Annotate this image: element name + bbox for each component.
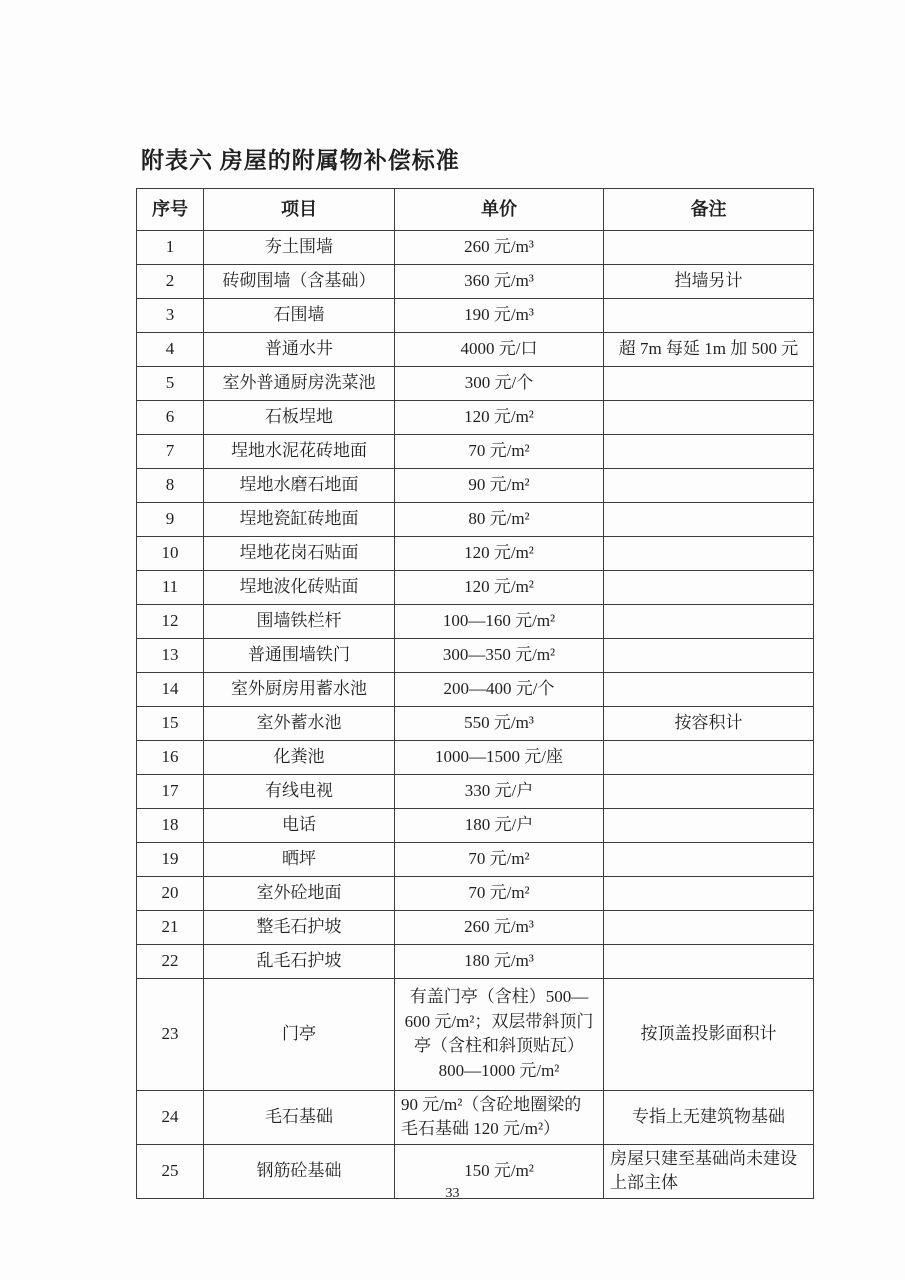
cell-price: 360 元/m³	[395, 265, 604, 299]
cell-price: 120 元/m²	[395, 401, 604, 435]
cell-no: 11	[137, 571, 204, 605]
cell-item: 室外普通厨房洗菜池	[204, 367, 395, 401]
cell-no: 2	[137, 265, 204, 299]
page-title: 附表六 房屋的附属物补偿标准	[141, 148, 460, 173]
cell-no: 17	[137, 775, 204, 809]
table-body	[137, 231, 814, 1199]
cell-no: 10	[137, 537, 204, 571]
cell-price: 200—400 元/个	[395, 673, 604, 707]
header-row	[137, 189, 814, 231]
cell-no: 13	[137, 639, 204, 673]
cell-item: 埕地波化砖贴面	[204, 571, 395, 605]
table-row	[137, 469, 814, 503]
cell-note	[604, 843, 814, 877]
table-row	[137, 265, 814, 299]
cell-note: 超 7m 每延 1m 加 500 元	[604, 333, 814, 367]
table-header	[137, 189, 814, 231]
cell-no: 7	[137, 435, 204, 469]
column-header-item: 项目	[204, 189, 395, 231]
cell-price: 70 元/m²	[395, 435, 604, 469]
cell-item: 门亭	[204, 979, 395, 1091]
cell-no: 15	[137, 707, 204, 741]
cell-note: 挡墙另计	[604, 265, 814, 299]
cell-note	[604, 911, 814, 945]
cell-price: 150 元/m²	[395, 1144, 604, 1198]
cell-price: 90 元/m²（含砼地圈梁的毛石基础 120 元/m²）	[395, 1090, 604, 1144]
cell-note	[604, 639, 814, 673]
cell-note	[604, 435, 814, 469]
cell-price: 260 元/m³	[395, 231, 604, 265]
cell-note	[604, 469, 814, 503]
table-row	[137, 945, 814, 979]
cell-note	[604, 741, 814, 775]
cell-price: 190 元/m³	[395, 299, 604, 333]
cell-note	[604, 945, 814, 979]
cell-item: 整毛石护坡	[204, 911, 395, 945]
cell-price: 80 元/m²	[395, 503, 604, 537]
cell-note	[604, 605, 814, 639]
cell-no: 25	[137, 1144, 204, 1198]
table-row	[137, 333, 814, 367]
cell-price: 330 元/户	[395, 775, 604, 809]
column-header-note: 备注	[604, 189, 814, 231]
cell-item: 化粪池	[204, 741, 395, 775]
cell-item: 有线电视	[204, 775, 395, 809]
cell-price: 180 元/m³	[395, 945, 604, 979]
cell-no: 22	[137, 945, 204, 979]
cell-item: 普通水井	[204, 333, 395, 367]
cell-no: 19	[137, 843, 204, 877]
table-row	[137, 1090, 814, 1144]
cell-note: 按顶盖投影面积计	[604, 979, 814, 1091]
cell-price: 260 元/m³	[395, 911, 604, 945]
table-row	[137, 639, 814, 673]
cell-note: 专指上无建筑物基础	[604, 1090, 814, 1144]
page-number: 33	[445, 1186, 460, 1201]
cell-item: 普通围墙铁门	[204, 639, 395, 673]
cell-no: 24	[137, 1090, 204, 1144]
cell-price: 300 元/个	[395, 367, 604, 401]
table-row	[137, 299, 814, 333]
cell-item: 夯土围墙	[204, 231, 395, 265]
cell-no: 6	[137, 401, 204, 435]
cell-item: 埕地水泥花砖地面	[204, 435, 395, 469]
cell-price: 120 元/m²	[395, 537, 604, 571]
cell-note	[604, 231, 814, 265]
cell-no: 21	[137, 911, 204, 945]
table-row	[137, 775, 814, 809]
column-header-no: 序号	[137, 189, 204, 231]
cell-price: 70 元/m²	[395, 843, 604, 877]
table-row	[137, 673, 814, 707]
cell-item: 室外厨房用蓄水池	[204, 673, 395, 707]
cell-item: 埕地瓷缸砖地面	[204, 503, 395, 537]
cell-price: 300—350 元/m²	[395, 639, 604, 673]
cell-note	[604, 809, 814, 843]
cell-item: 乱毛石护坡	[204, 945, 395, 979]
table-row	[137, 843, 814, 877]
cell-note	[604, 401, 814, 435]
cell-no: 8	[137, 469, 204, 503]
cell-item: 电话	[204, 809, 395, 843]
cell-note	[604, 503, 814, 537]
cell-price: 1000—1500 元/座	[395, 741, 604, 775]
cell-no: 18	[137, 809, 204, 843]
cell-note	[604, 299, 814, 333]
compensation-table	[136, 188, 814, 1199]
table-row	[137, 741, 814, 775]
cell-item: 围墙铁栏杆	[204, 605, 395, 639]
cell-item: 晒坪	[204, 843, 395, 877]
cell-item: 石板埕地	[204, 401, 395, 435]
cell-no: 16	[137, 741, 204, 775]
cell-item: 钢筋砼基础	[204, 1144, 395, 1198]
cell-no: 14	[137, 673, 204, 707]
cell-no: 12	[137, 605, 204, 639]
cell-no: 3	[137, 299, 204, 333]
cell-no: 5	[137, 367, 204, 401]
cell-price: 有盖门亭（含柱）500—600 元/m²；双层带斜顶门亭（含柱和斜顶贴瓦）800—1000 元/m²	[395, 979, 604, 1091]
cell-price: 550 元/m³	[395, 707, 604, 741]
cell-item: 埕地水磨石地面	[204, 469, 395, 503]
cell-no: 1	[137, 231, 204, 265]
table-row	[137, 571, 814, 605]
table-row	[137, 503, 814, 537]
cell-item: 毛石基础	[204, 1090, 395, 1144]
cell-note	[604, 571, 814, 605]
cell-price: 180 元/户	[395, 809, 604, 843]
cell-price: 100—160 元/m²	[395, 605, 604, 639]
cell-no: 9	[137, 503, 204, 537]
cell-item: 埕地花岗石贴面	[204, 537, 395, 571]
cell-no: 20	[137, 877, 204, 911]
cell-item: 砖砌围墙（含基础）	[204, 265, 395, 299]
cell-note	[604, 877, 814, 911]
cell-price: 70 元/m²	[395, 877, 604, 911]
table-row	[137, 401, 814, 435]
cell-note	[604, 673, 814, 707]
table-row	[137, 809, 814, 843]
table-row	[137, 979, 814, 1091]
table-row	[137, 877, 814, 911]
table-row	[137, 911, 814, 945]
column-header-price: 单价	[395, 189, 604, 231]
table-row	[137, 231, 814, 265]
table-row	[137, 367, 814, 401]
cell-item: 石围墙	[204, 299, 395, 333]
table-row	[137, 435, 814, 469]
cell-item: 室外砼地面	[204, 877, 395, 911]
cell-note	[604, 537, 814, 571]
cell-price: 120 元/m²	[395, 571, 604, 605]
cell-note: 按容积计	[604, 707, 814, 741]
table-row	[137, 605, 814, 639]
cell-no: 23	[137, 979, 204, 1091]
table-row	[137, 537, 814, 571]
table-row	[137, 707, 814, 741]
cell-note	[604, 775, 814, 809]
cell-note: 房屋只建至基础尚未建设上部主体	[604, 1144, 814, 1198]
cell-item: 室外蓄水池	[204, 707, 395, 741]
cell-note	[604, 367, 814, 401]
cell-price: 90 元/m²	[395, 469, 604, 503]
cell-no: 4	[137, 333, 204, 367]
cell-price: 4000 元/口	[395, 333, 604, 367]
